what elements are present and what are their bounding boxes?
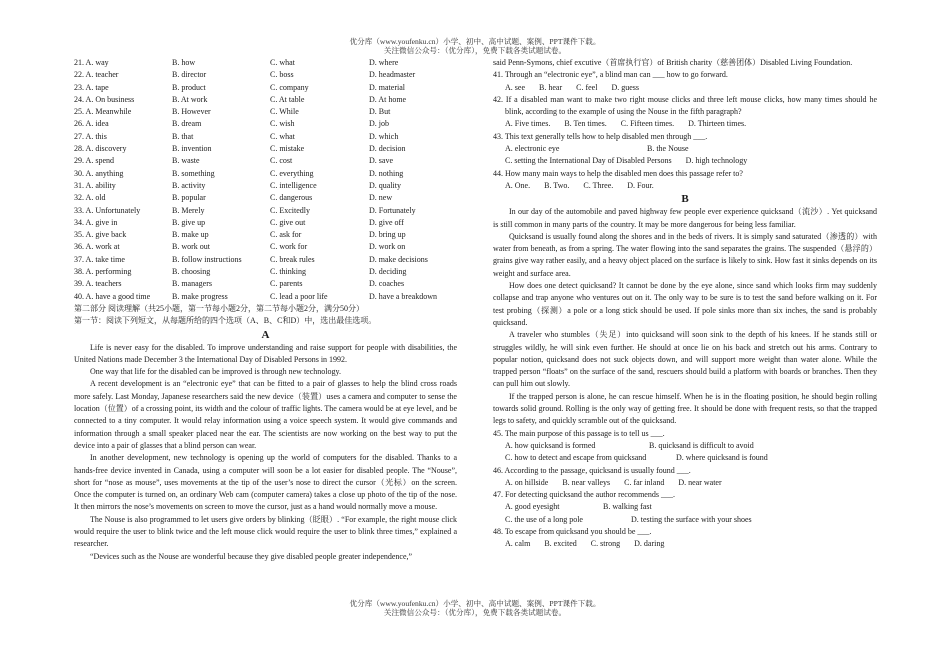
cloze-option[interactable]: B. work out — [172, 242, 210, 252]
option[interactable]: A. see — [505, 82, 525, 92]
cloze-option[interactable]: C. intelligence — [270, 180, 317, 190]
cloze-option[interactable]: B. At work — [172, 94, 208, 104]
cloze-option[interactable]: B. product — [172, 82, 206, 92]
cloze-option[interactable]: 24. A. On business — [74, 94, 135, 104]
cloze-option[interactable]: D. where — [369, 58, 399, 67]
option[interactable]: B. walking fast — [603, 502, 652, 512]
part2-heading: 第二部分 阅读理解（共25小题，第一节每小题2分，第二节每小题2分，满分50分） — [74, 303, 364, 313]
cloze-option[interactable]: 29. A. spend — [74, 156, 114, 166]
cloze-option[interactable]: 25. A. Meanwhile — [74, 107, 132, 117]
cloze-option[interactable]: C. Excitedly — [270, 205, 310, 215]
cloze-option[interactable]: 21. A. way — [74, 58, 109, 67]
cloze-option[interactable]: 23. A. tape — [74, 82, 109, 92]
passage-a-paragraph: In another development, new technology is opening up the world of computers for the disabled. Thanks to a hands-free device invented in Canada, using a computer will soon be a lot easier for disabled people. The “Nouse”, short for “nose as mouse”, uses movements at the tip of the user’s nose to direct the cursor（光标）on the screen. Once the computer is turned on, an ordinary Web cam (computer camera) takes a close up photo of the tip of the nose. It then mirrors the nose’s movements on screen to move the cursor, just as a hand would normally move a mouse. — [74, 453, 457, 512]
option[interactable]: C. Fifteen times. — [620, 119, 675, 129]
question-options — [493, 143, 877, 155]
question-options — [493, 538, 877, 550]
cloze-option[interactable]: D. have a breakdown — [369, 291, 437, 301]
cloze-option[interactable]: 39. A. teachers — [74, 279, 122, 289]
cloze-row — [74, 205, 457, 217]
option[interactable]: D. guess — [611, 82, 639, 92]
cloze-option[interactable]: B. follow instructions — [172, 254, 242, 264]
passage-b-paragraph: If the trapped person is alone, he can rescue himself. When he is in the floating position, he should begin rolling towards solid ground. Rolling is the only way of getting free. It should be done with frequent rests, so that the trapped legs to safety, and quickly scramble out of the quicksand. — [493, 391, 877, 426]
question-options — [493, 452, 877, 464]
cloze-option[interactable]: C. everything — [270, 168, 314, 178]
option[interactable]: D. high technology — [685, 156, 748, 166]
cloze-option[interactable]: B. give up — [172, 217, 206, 227]
question-44 — [493, 168, 877, 193]
cloze-row — [74, 291, 457, 303]
passage-a-title: A — [261, 328, 270, 341]
cloze-option[interactable]: D. give off — [369, 217, 404, 227]
cloze-option[interactable]: B. However — [172, 107, 211, 117]
question-options — [493, 155, 877, 167]
question-stem: 41. Through an “electronic eye”, a blind man can ___ how to go forward. — [493, 70, 728, 80]
page-footer — [0, 599, 950, 617]
cloze-option[interactable]: 22. A. teacher — [74, 70, 119, 80]
option[interactable]: B. near valleys — [562, 477, 611, 487]
option[interactable]: D. daring — [634, 539, 665, 549]
cloze-option[interactable]: B. waste — [172, 156, 200, 166]
option[interactable]: C. Three. — [583, 180, 614, 190]
cloze-row — [74, 180, 457, 192]
option[interactable]: B. quicksand is difficult to avoid — [649, 440, 754, 450]
option[interactable]: C. far inland — [624, 477, 665, 487]
footer-line-2: 关注微信公众号：（优分库），免费下载各类试题试卷。 — [383, 608, 567, 617]
question-45 — [493, 428, 877, 465]
cloze-row — [74, 82, 457, 94]
cloze-option[interactable]: C. While — [270, 107, 299, 117]
cloze-row — [74, 131, 457, 143]
cloze-option[interactable]: C. thinking — [270, 267, 307, 277]
cloze-option[interactable]: D. bring up — [369, 230, 406, 240]
cloze-option[interactable]: D. headmaster — [369, 70, 416, 80]
cloze-row — [74, 168, 457, 180]
cloze-option[interactable]: 38. A. performing — [74, 267, 132, 277]
option[interactable]: C. the use of a long pole — [505, 514, 583, 524]
option[interactable]: C. strong — [590, 539, 621, 549]
question-stem: 47. For detecting quicksand the author recommends ___. — [493, 490, 675, 500]
passage-b-paragraph: In our day of the automobile and paved highway few people ever experience quicksand（流沙）. Yet quicksand is still common in many parts of the country. It may be more dangerous for being less familiar. — [493, 207, 877, 229]
cloze-option[interactable]: D. work on — [369, 242, 406, 252]
cloze-option[interactable]: 36. A. work at — [74, 242, 120, 252]
passage-a-paragraph: One way that life for the disabled can be improved is through new technology. — [90, 367, 341, 377]
cloze-option[interactable]: D. new — [369, 193, 393, 203]
header-line-2: 关注微信公众号：（优分库），免费下载各类试题试卷。 — [383, 46, 567, 55]
right-column — [493, 57, 877, 551]
question-stem: 43. This text generally tells how to help disabled men through ___. — [493, 131, 708, 141]
cloze-row — [74, 69, 457, 81]
cloze-option[interactable]: B. Merely — [172, 205, 205, 215]
page-header — [0, 37, 950, 55]
cloze-option[interactable]: D. But — [369, 107, 391, 117]
cloze-option[interactable]: B. managers — [172, 279, 212, 289]
question-47 — [493, 489, 877, 526]
cloze-option[interactable]: B. director — [172, 70, 207, 80]
cloze-option[interactable]: 26. A. idea — [74, 119, 109, 129]
question-stem: 46. According to the passage, quicksand is usually found ___. — [493, 465, 691, 475]
cloze-option[interactable]: 35. A. give back — [74, 230, 127, 240]
cloze-row — [74, 155, 457, 167]
passage-a-paragraph: “Devices such as the Nouse are wonderful because they give disabled people greater independence,” — [90, 551, 413, 561]
cloze-option[interactable]: C. what — [270, 131, 295, 141]
cloze-option[interactable]: C. break rules — [270, 254, 315, 264]
option[interactable]: A. Five times. — [505, 119, 551, 129]
cloze-row — [74, 106, 457, 118]
question-46 — [493, 465, 877, 490]
cloze-row — [74, 94, 457, 106]
cloze-option[interactable]: D. Fortunately — [369, 205, 416, 215]
cloze-option[interactable]: C. parents — [270, 279, 303, 289]
question-options — [493, 440, 877, 452]
cloze-option[interactable]: 37. A. take time — [74, 254, 125, 264]
cloze-option[interactable]: C. wish — [270, 119, 295, 129]
cloze-option[interactable]: 40. A. have a good time — [74, 291, 151, 301]
cloze-option[interactable]: C. dangerous — [270, 193, 313, 203]
cloze-option[interactable]: C. mistake — [270, 144, 305, 154]
question-options — [493, 82, 877, 94]
cloze-option[interactable]: D. nothing — [369, 168, 404, 178]
cloze-row — [74, 192, 457, 204]
option[interactable]: D. where quicksand is found — [676, 453, 768, 463]
option[interactable]: B. Ten times. — [564, 119, 607, 129]
option[interactable]: A. calm — [505, 539, 531, 549]
option[interactable]: B. Two. — [544, 180, 570, 190]
footer-line-1: 优分库（www.youfenku.cn）小学、初中、高中试题、案例、PPT课件下载。 — [349, 599, 601, 608]
question-stem: 45. The main purpose of this passage is to tell us ___. — [493, 428, 665, 438]
question-stem: 48. To escape from quicksand you should be ___. — [493, 526, 652, 536]
cloze-option[interactable]: C. what — [270, 58, 295, 67]
cloze-option[interactable]: 28. A. discovery — [74, 144, 127, 154]
cloze-option[interactable]: B. make progress — [172, 291, 228, 301]
cloze-option[interactable]: B. invention — [172, 144, 212, 154]
passage-a-paragraph: A recent development is an “electronic eye” that can be fitted to a pair of glasses to help the blind cross roads more safely. Last Monday, Japanese researchers said the new device（装置）uses a camera and computer to sense the location（位置）of a crossing point, its width and the colour of traffic lights. The camera would be at eye level, and be connected to a tiny computer. It would relay information using a voice speech system. It would give commands and information through a small speaker placed near the ear. The scientists are now working on the best way to put the device into a pair of glasses that a blind person can wear. — [74, 379, 457, 450]
option[interactable]: A. how quicksand is formed — [505, 440, 596, 450]
option[interactable]: D. testing the surface with your shoes — [631, 514, 752, 524]
cloze-option[interactable]: C. cost — [270, 156, 293, 166]
option[interactable]: A. on hillside — [505, 477, 549, 487]
cloze-option[interactable]: B. activity — [172, 180, 206, 190]
question-options — [493, 477, 877, 489]
option[interactable]: D. near water — [678, 477, 722, 487]
cloze-option[interactable]: D. material — [369, 82, 405, 92]
cloze-option[interactable]: D. At home — [369, 94, 407, 104]
cloze-option[interactable]: D. deciding — [369, 267, 407, 277]
option[interactable]: D. Thirteen times. — [688, 119, 747, 129]
question-41 — [493, 69, 877, 94]
header-line-1: 优分库（www.youfenku.cn）小学、初中、高中试题、案例、PPT课件下载。 — [349, 37, 601, 46]
passage-b-title: B — [681, 193, 689, 206]
cloze-option[interactable]: C. company — [270, 82, 309, 92]
question-stem: 44. How many main ways to help the disabled men does this passage refer to? — [493, 168, 743, 178]
cloze-option[interactable]: D. coaches — [369, 279, 405, 289]
question-48 — [493, 526, 877, 551]
cloze-option[interactable]: 31. A. ability — [74, 180, 116, 190]
option[interactable]: B. the Nouse — [647, 144, 689, 154]
question-options — [493, 180, 877, 192]
cloze-option[interactable]: D. save — [369, 156, 393, 166]
cloze-option[interactable]: C. work for — [270, 242, 308, 252]
option[interactable]: C. setting the International Day of Disabled Persons — [505, 156, 672, 166]
passage-a-paragraph: The Nouse is also programmed to let users give orders by blinking（眨眼）. “For example, the right mouse click would require the user to blink twice and the left mouse click would require the user to blink three times,” explained a researcher. — [74, 514, 457, 549]
passage-b-paragraph: A traveler who stumbles（失足）into quicksand will soon sink to the depth of his knees. If he stands still or struggles wildly, he will sink even further. He should at once lie on his back and stretch out his arms. Contrary to popular notion, quicksand does not suck objects down, and will support more weight than water alone. While the trapped person “floats” on the surface of the sand, rescuers should build a platform with boards or branches. Then they can pull him out slowly. — [493, 330, 877, 389]
cloze-option[interactable]: D. which — [369, 131, 399, 141]
cloze-options-table — [74, 57, 457, 303]
cloze-option[interactable]: D. decision — [369, 144, 406, 154]
cloze-row — [74, 57, 457, 69]
cloze-option[interactable]: C. lead a poor life — [270, 291, 328, 301]
question-options — [493, 514, 877, 526]
cloze-option[interactable]: 34. A. give in — [74, 217, 118, 227]
question-options — [493, 118, 877, 130]
cloze-option[interactable]: C. ask for — [270, 230, 302, 240]
cloze-option[interactable]: D. job — [369, 119, 389, 129]
passage-a-continuation: said Penn-Symons, chief excutive（首席执行官）of British charity（慈善团体）Disabled Living Foundation. — [493, 58, 853, 67]
section1-heading: 第一节：阅读下列短文，从每题所给的四个选项（A、B、C和D）中，选出最佳选项。 — [74, 316, 377, 326]
question-42 — [493, 94, 877, 131]
cloze-option[interactable]: B. dream — [172, 119, 202, 129]
left-column — [74, 57, 457, 563]
cloze-option[interactable]: 32. A. old — [74, 193, 106, 203]
cloze-option[interactable]: C. give out — [270, 217, 306, 227]
cloze-option[interactable]: B. how — [172, 58, 196, 67]
option[interactable]: C. feel — [576, 82, 598, 92]
cloze-row — [74, 118, 457, 130]
cloze-row — [74, 241, 457, 253]
cloze-row — [74, 266, 457, 278]
cloze-row — [74, 278, 457, 290]
passage-a-paragraph: Life is never easy for the disabled. To improve understanding and raise support for people with disabilities, the United Nations made December 3 the International Day of Disabled Persons in 1992. — [74, 342, 457, 364]
option[interactable]: B. excited — [544, 539, 577, 549]
question-43 — [493, 131, 877, 168]
cloze-row — [74, 229, 457, 241]
cloze-option[interactable]: D. make decisions — [369, 254, 428, 264]
option[interactable]: A. good eyesight — [505, 502, 560, 512]
question-options — [493, 501, 877, 513]
cloze-option[interactable]: B. something — [172, 168, 215, 178]
option[interactable]: B. hear — [539, 82, 563, 92]
option[interactable]: C. how to detect and escape from quicksand — [505, 453, 647, 463]
cloze-option[interactable]: B. choosing — [172, 267, 211, 277]
cloze-row — [74, 254, 457, 266]
option[interactable]: A. electronic eye — [505, 144, 560, 154]
cloze-row — [74, 143, 457, 155]
cloze-option[interactable]: C. boss — [270, 70, 294, 80]
cloze-row — [74, 217, 457, 229]
cloze-option[interactable]: D. quality — [369, 180, 401, 190]
passage-b-paragraph: How does one detect quicksand? It cannot be done by the eye alone, since sand which looks firm may suddenly collapse and trap anyone who ventures out on it. The only way to be sure is to test the sand before walking on it. For test probing（探测）a pole or a long stick should be used. If pole sinks more than six inches, the sand is probably quicksand. — [493, 281, 877, 327]
question-stem: 42. If a disabled man want to make two right mouse clicks and three left mouse clicks, how many times should he blink, according to the example of using the Nouse in the fifth paragraph? — [493, 94, 877, 117]
cloze-option[interactable]: B. make up — [172, 230, 209, 240]
option[interactable]: A. One. — [505, 180, 531, 190]
option[interactable]: D. Four. — [627, 180, 654, 190]
passage-b-paragraph: Quicksand is usually found along the shores and in the beds of rivers. It is simply sand saturated（渗透的）with water from beneath, as from a spring. The water flowing into the sand separates the grains. The suspended（悬浮的）grains give way rather easily, and a heavy object placed on the surface is likely to sink. How fast it sinks depends on its weight and surface area. — [493, 231, 877, 278]
cloze-option[interactable]: 30. A. anything — [74, 168, 124, 178]
cloze-option[interactable]: B. popular — [172, 193, 206, 203]
cloze-option[interactable]: 27. A. this — [74, 131, 107, 141]
cloze-option[interactable]: C. At table — [270, 94, 305, 104]
cloze-option[interactable]: B. that — [172, 131, 194, 141]
cloze-option[interactable]: 33. A. Unfortunately — [74, 205, 141, 215]
